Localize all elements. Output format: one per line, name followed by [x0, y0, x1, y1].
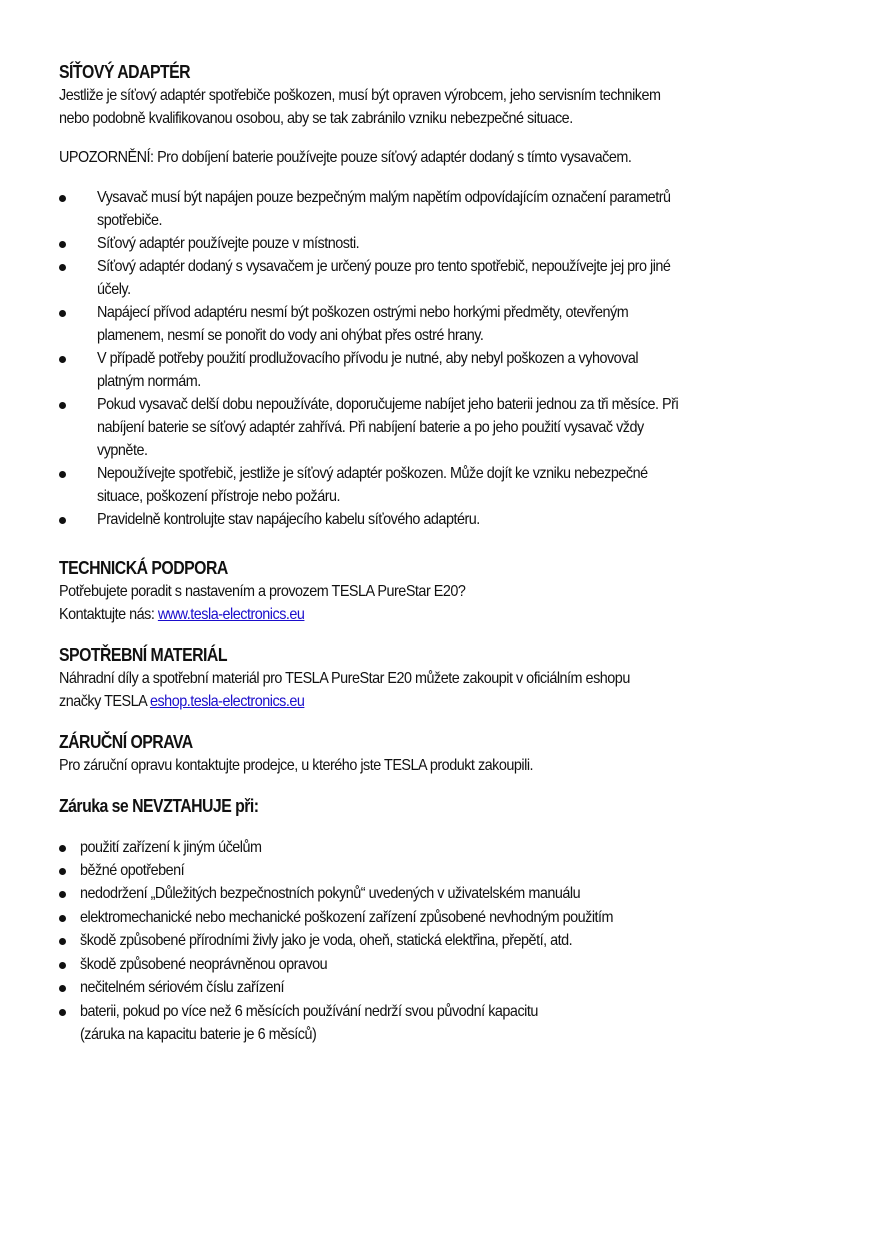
- list-item-text: nedodržení „Důležitých bezpečnostních pokynů“ uvedených v uživatelském manuálu: [80, 885, 581, 902]
- bullet-icon: [59, 402, 66, 409]
- list-item-text: nabíjení baterie se síťový adaptér zahřívá. Při nabíjení baterie a po jeho použití vysavač vždy: [97, 419, 644, 436]
- heading-support: TECHNICKÁ PODPORA: [59, 558, 228, 578]
- list-item-text: Nepoužívejte spotřebič, jestliže je síťový adaptér poškozen. Může dojít ke vzniku nebezpečné: [97, 465, 648, 482]
- bullet-icon: [59, 915, 66, 922]
- bullet-icon: [59, 1009, 66, 1016]
- list-item-text: (záruka na kapacitu baterie je 6 měsíců): [80, 1026, 317, 1043]
- bullet-icon: [59, 195, 66, 202]
- eshop-label: značky TESLA: [59, 693, 150, 710]
- list-item-text: Síťový adaptér používejte pouze v místnosti.: [97, 235, 360, 252]
- bullet-icon: [59, 891, 66, 898]
- list-item-text: nečitelném sériovém číslu zařízení: [80, 979, 285, 996]
- list-item-text: spotřebiče.: [97, 212, 162, 229]
- list-item-text: Vysavač musí být napájen pouze bezpečným malým napětím odpovídajícím označení parametrů: [97, 189, 671, 206]
- bullet-icon: [59, 241, 66, 248]
- heading-warranty-exclusions: Záruka se NEVZTAHUJE při:: [59, 796, 259, 816]
- heading-adapter: SÍŤOVÝ ADAPTÉR: [59, 62, 191, 82]
- list-item-text: běžné opotřebení: [80, 862, 185, 879]
- warranty-paragraph: Pro záruční opravu kontaktujte prodejce, u kterého jste TESLA produkt zakoupili.: [59, 757, 534, 774]
- list-item-text: baterii, pokud po více než 6 měsících používání nedrží svou původní kapacitu: [80, 1003, 538, 1020]
- heading-warranty: ZÁRUČNÍ OPRAVA: [59, 732, 193, 752]
- bullet-icon: [59, 985, 66, 992]
- list-item-text: vypněte.: [97, 442, 148, 459]
- list-item-text: Síťový adaptér dodaný s vysavačem je určený pouze pro tento spotřebič, nepoužívejte jej pro jiné: [97, 258, 671, 275]
- support-paragraph: [59, 580, 815, 626]
- adapter-paragraph: [59, 84, 815, 130]
- bullet-icon: [59, 264, 66, 271]
- bullet-icon: [59, 310, 66, 317]
- list-item-text: škodě způsobené neoprávněnou opravou: [80, 956, 328, 973]
- eshop-link[interactable]: eshop.tesla-electronics.eu: [149, 693, 305, 710]
- consumables-eshop-line: [59, 690, 815, 713]
- bullet-icon: [59, 356, 66, 363]
- bullet-icon: [59, 845, 66, 852]
- list-item-text: elektromechanické nebo mechanické poškození zařízení způsobené nevhodným použitím: [80, 909, 614, 926]
- heading-consumables: SPOTŘEBNÍ MATERIÁL: [59, 645, 227, 665]
- support-contact-line: [59, 603, 815, 626]
- paragraph-line: Jestliže je síťový adaptér spotřebiče poškozen, musí být opraven výrobcem, jeho servisním technikem: [59, 87, 661, 104]
- list-item-text: Pravidelně kontrolujte stav napájecího kabelu síťového adaptéru.: [97, 511, 480, 528]
- bullet-icon: [59, 962, 66, 969]
- paragraph-line: nebo podobně kvalifikovanou osobou, aby se tak zabránilo vzniku nebezpečné situace.: [59, 110, 573, 127]
- list-item-text: škodě způsobené přírodními živly jako je voda, oheň, statická elektřina, přepětí, atd.: [80, 932, 573, 949]
- consumables-paragraph: [59, 667, 815, 713]
- bullet-icon: [59, 471, 66, 478]
- bullet-icon: [59, 868, 66, 875]
- consumables-line: Náhradní díly a spotřební materiál pro TESLA PureStar E20 můžete zakoupit v oficiálním eshopu: [59, 670, 630, 687]
- list-item-text: účely.: [97, 281, 131, 298]
- list-item-text: Pokud vysavač delší dobu nepoužíváte, doporučujeme nabíjet jeho baterii jednou za tři měsíce. Při: [97, 396, 679, 413]
- bullet-icon: [59, 517, 66, 524]
- list-item-text: Napájecí přívod adaptéru nesmí být poškozen ostrými nebo horkými předměty, otevřeným: [97, 304, 629, 321]
- list-item-text: plamenem, nesmí se ponořit do vody ani ohýbat přes ostré hrany.: [97, 327, 484, 344]
- list-item-text: platným normám.: [97, 373, 201, 390]
- adapter-warning: UPOZORNĚNÍ: Pro dobíjení baterie používejte pouze síťový adaptér dodaný s tímto vysavačem.: [59, 149, 632, 166]
- list-item-text: použití zařízení k jiným účelům: [80, 839, 262, 856]
- contact-label: Kontaktujte nás:: [59, 606, 158, 623]
- support-website-link[interactable]: www.tesla-electronics.eu: [157, 606, 305, 623]
- list-item-text: situace, poškození přístroje nebo požáru.: [97, 488, 341, 505]
- bullet-icon: [59, 938, 66, 945]
- list-item-text: V případě potřeby použití prodlužovacího přívodu je nutné, aby nebyl poškozen a vyhovoval: [97, 350, 639, 367]
- support-line: Potřebujete poradit s nastavením a provozem TESLA PureStar E20?: [59, 583, 466, 600]
